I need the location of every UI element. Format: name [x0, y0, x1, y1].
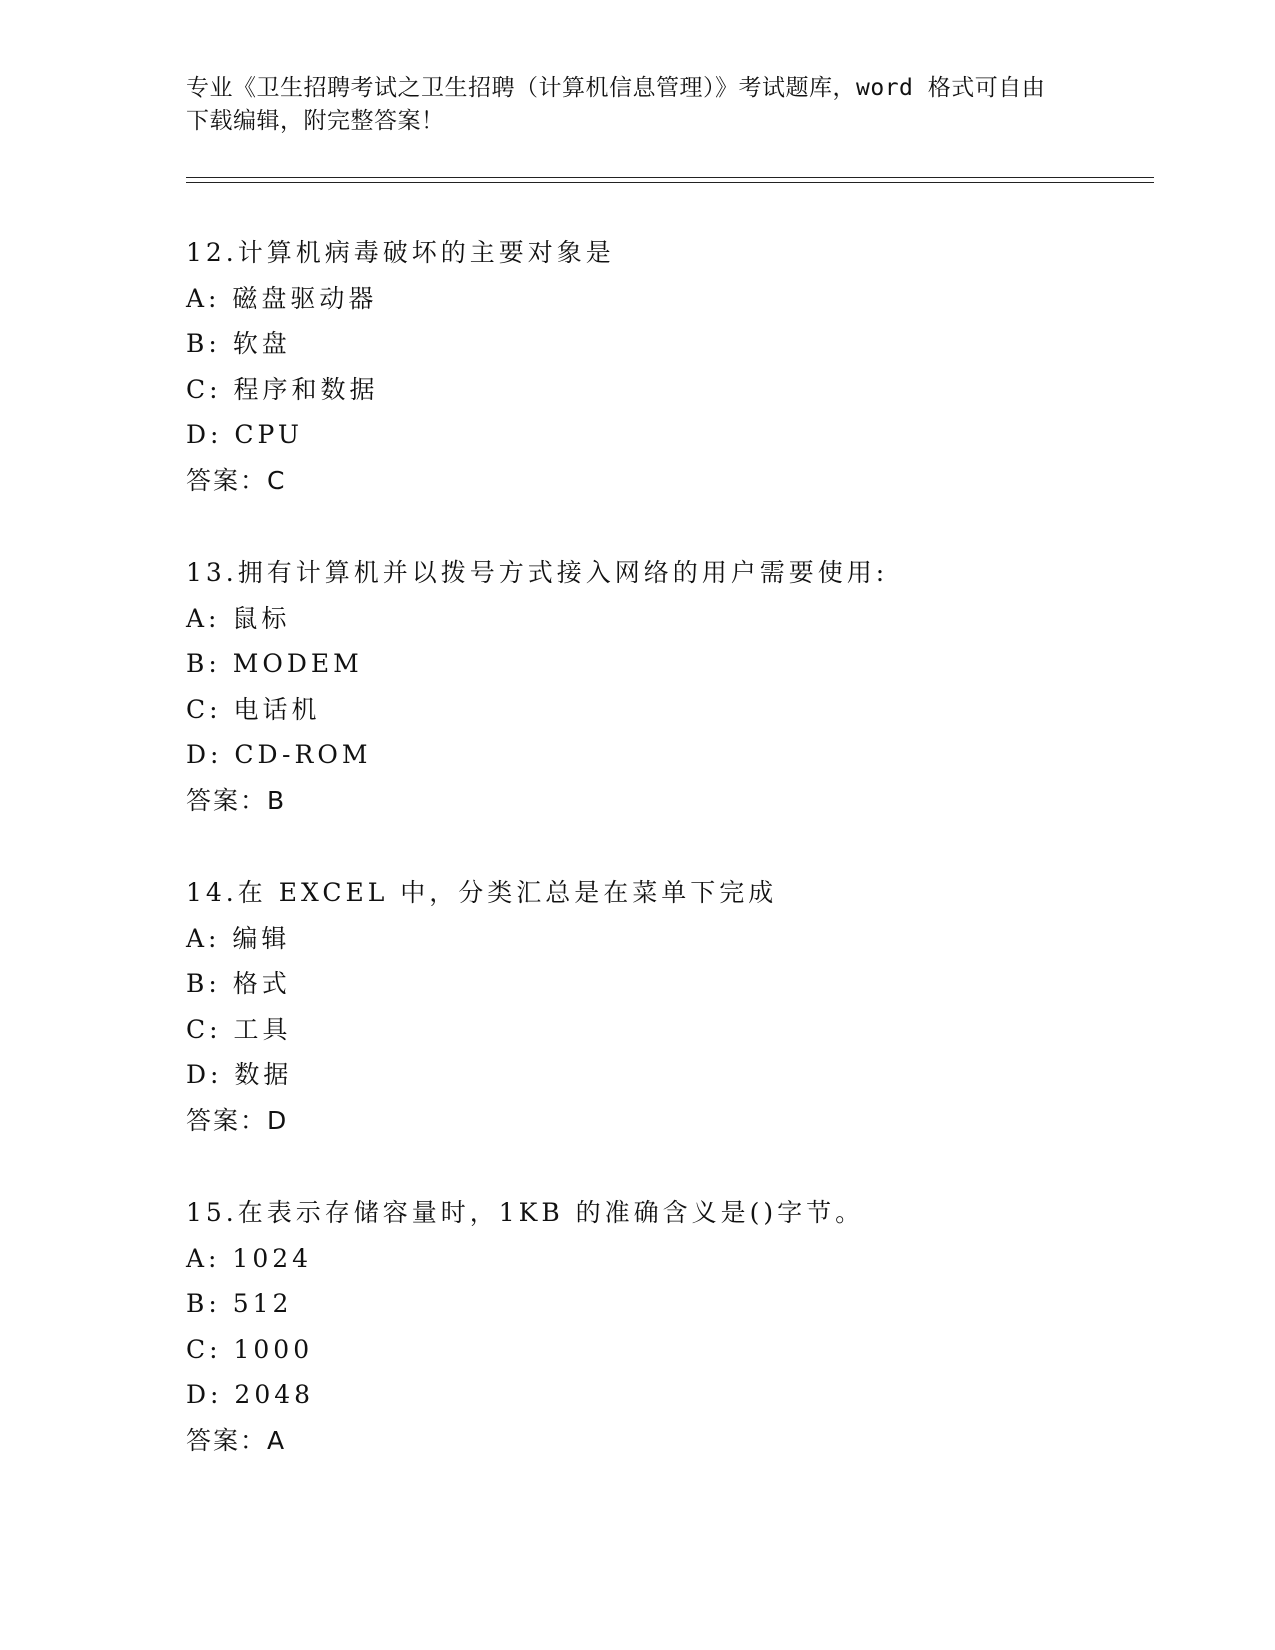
option-a: A: 磁盘驱动器 — [186, 283, 378, 313]
option-d: D: CD-ROM — [186, 740, 372, 769]
answer-text: 答案：C — [186, 465, 287, 495]
option-b: B: 格式 — [186, 969, 291, 998]
answer-text: 答案：A — [186, 1425, 287, 1455]
option-c: C: 1000 — [186, 1334, 314, 1364]
option-c: C: 电话机 — [186, 694, 321, 724]
question-list — [186, 236, 1146, 1516]
question-stem: 14.在 EXCEL 中，分类汇总是在菜单下完成 — [186, 878, 778, 907]
header-divider-top — [186, 177, 1154, 178]
option-a: A: 1024 — [186, 1243, 313, 1273]
header-divider-bottom — [186, 182, 1154, 183]
question-item-12 — [186, 236, 1146, 556]
question-stem: 12.计算机病毒破坏的主要对象是 — [186, 238, 615, 267]
option-b: B: MODEM — [186, 649, 363, 678]
option-c: C: 程序和数据 — [186, 374, 379, 404]
option-c: C: 工具 — [186, 1014, 292, 1044]
option-b: B: 软盘 — [186, 329, 291, 358]
answer-text: 答案：B — [186, 785, 287, 815]
option-d: D: 2048 — [186, 1380, 315, 1409]
option-d: D: CPU — [186, 420, 303, 449]
option-b: B: 512 — [186, 1289, 293, 1318]
question-item-15 — [186, 1196, 1146, 1516]
option-a: A: 鼠标 — [186, 603, 291, 633]
option-a: A: 编辑 — [186, 923, 291, 953]
option-d: D: 数据 — [186, 1060, 293, 1089]
question-item-14 — [186, 876, 1146, 1196]
question-stem: 15.在表示存储容量时，1KB 的准确含义是()字节。 — [186, 1198, 865, 1227]
answer-text: 答案：D — [186, 1105, 289, 1135]
question-item-13 — [186, 556, 1146, 876]
question-stem: 13.拥有计算机并以拨号方式接入网络的用户需要使用: — [186, 558, 889, 587]
document-header-intro: 专业《卫生招聘考试之卫生招聘（计算机信息管理）》考试题库，word 格式可自由下载编辑，附完整答案！ — [186, 75, 1046, 134]
